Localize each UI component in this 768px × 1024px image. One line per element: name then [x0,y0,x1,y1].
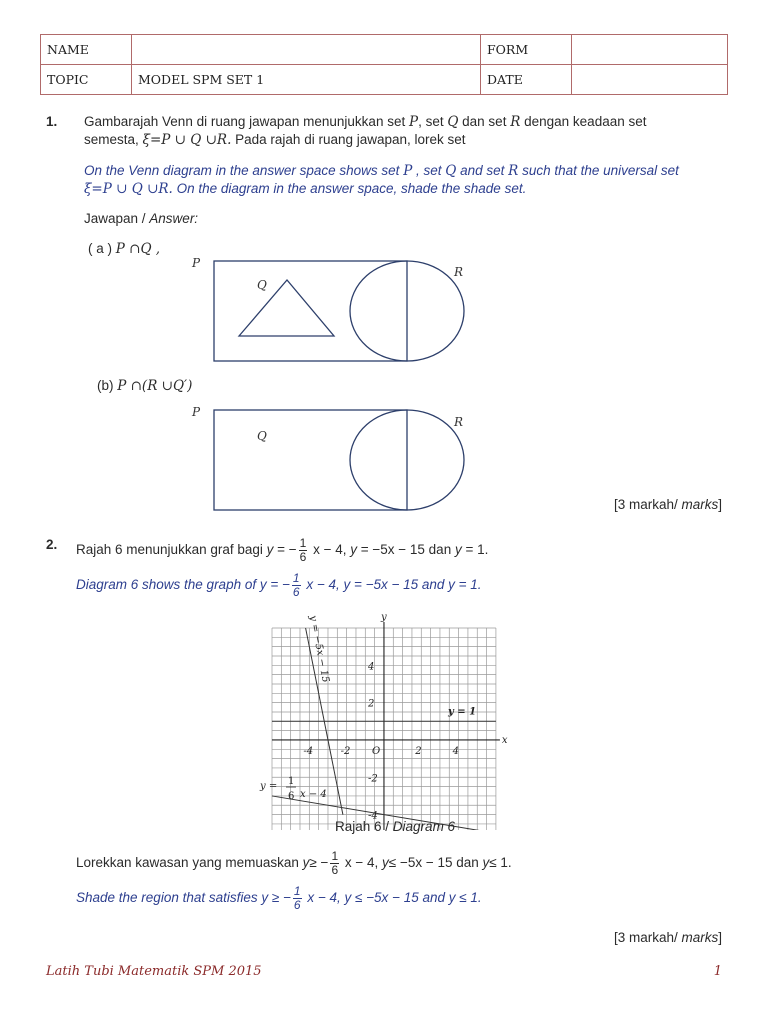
var-y: y [266,542,274,558]
var-y: y [382,855,389,871]
set-q-label: Q [257,278,267,292]
text: ≤ −5x − 15 dan [388,855,483,871]
text: On the diagram in the answer space, shade the shade set. [172,181,527,196]
numerator: 1 [299,536,307,550]
question-2-marks [614,930,722,945]
question-1-number: 1. [46,114,58,129]
y-tick-label: 4 [367,661,375,673]
origin-label: O [371,745,381,757]
x-tick-label: -2 [340,745,351,757]
label-shallow-line-rhs: x − 4 [300,789,327,800]
text: On the Venn diagram in the answer space shows set [84,163,404,178]
y-axis-label: y [380,612,387,623]
question-2-malay [76,537,488,564]
var-y: y [482,855,490,871]
text: ] [718,497,722,512]
var-y: y [454,542,462,558]
x-tick-label: 4 [452,745,459,757]
label-y-equals-1: y = 1 [448,706,477,718]
date-field[interactable] [572,65,728,95]
text: dengan keadaan set [520,114,647,129]
text: ( a ) [88,241,116,256]
text: [3 markah/ [613,930,682,945]
text: = −5x − 15 dan [357,542,455,558]
var-y: y [350,542,357,558]
text: [3 markah/ [613,497,682,512]
set-q-triangle [239,280,334,336]
var-p: P [403,163,413,179]
text: ≤ 1. [489,855,512,871]
x-axis-label: x [501,734,508,746]
text: , set [418,114,448,129]
label-steep-line: y = −5x − 15 [307,614,331,684]
universal-set: ξ=P ∪ Q ∪R. [142,132,232,148]
question-2-number: 2. [46,537,58,552]
venn-diagram-b[interactable] [180,401,480,517]
text: Gambarajah Venn di ruang jawapan menunjukkan set [84,114,409,129]
set-r-label: R [454,415,464,429]
denominator: 6 [331,863,339,877]
text: x − 4, [341,855,383,871]
var-p: P [408,114,419,130]
var-q: Q [447,114,459,130]
graph-caption [335,819,455,834]
var-r: R [510,114,521,130]
caption-malay: Rajah 6 / [335,819,393,834]
topic-value: MODEL SPM SET 1 [132,65,481,95]
topic-label: TOPIC [41,65,132,95]
universal-rectangle [214,410,407,510]
fraction [330,850,339,877]
text: Diagram 6 shows the graph of y = − [76,577,290,593]
set-p-label: P [192,256,201,270]
venn-diagram-a[interactable] [180,252,480,368]
part-b-expression: P ∩(R ∪Q′) [117,378,193,394]
caption-english: Diagram 6 [392,819,456,834]
text: semesta, [84,132,143,147]
y-tick-label: -4 [367,810,378,822]
text: Pada rajah di ruang jawapan, lorek set [231,132,466,147]
question-2-english [76,572,482,599]
text: (b) [97,378,118,393]
text: , set [412,163,446,178]
denominator: 6 [299,550,307,564]
fraction [299,537,308,564]
name-label: NAME [41,35,132,65]
date-label: DATE [481,65,572,95]
text: and set [456,163,509,178]
text: Rajah 6 menunjukkan graf bagi [76,542,267,558]
label-shallow-denominator: 6 [288,791,295,802]
x-tick-label: -4 [303,745,314,757]
var-r: R [508,163,519,179]
answer-malay: Jawapan / [84,211,150,226]
part-a-label [88,241,160,257]
text: ≥ − [309,855,329,871]
answer-english: Answer: [149,211,199,226]
set-p-label: P [192,405,201,419]
question-1-malay-line2 [84,132,466,148]
text: ] [718,930,722,945]
text: Shade the region that satisfies y ≥ − [76,890,291,906]
label-shallow-line-lhs: y = [260,781,278,792]
part-b-label [97,378,192,394]
y-tick-label: 2 [367,698,375,710]
universal-rectangle [214,261,407,361]
label-shallow-numerator: 1 [288,776,295,787]
name-field[interactable] [132,35,481,65]
set-q-label: Q [257,429,267,443]
text: marks [681,497,719,512]
y-tick-label: -2 [367,773,378,785]
denominator: 6 [293,898,301,912]
question-1-english-line1 [84,163,679,179]
form-label: FORM [481,35,572,65]
text: marks [681,930,719,945]
numerator: 1 [331,849,339,863]
universal-set: ξ=P ∪ Q ∪R. [84,181,173,197]
x-tick-label: 2 [415,745,422,757]
question-1-malay-line1 [84,114,724,130]
question-1-english-line2 [84,181,526,197]
graph-diagram-6 [250,608,520,830]
question-1-marks [614,497,722,512]
denominator: 6 [292,585,300,599]
part-a-expression: P ∩Q , [115,241,161,257]
text: x − 4, y ≤ −5x − 15 and y ≤ 1. [303,890,482,906]
text: x − 4, y = −5x − 15 and y = 1. [302,577,482,593]
question-2-shade-english [76,885,482,912]
question-2-shade-malay [76,850,512,877]
var-y: y [302,855,310,871]
answer-label [84,211,198,226]
fraction [293,885,302,912]
page-number: 1 [713,964,722,979]
text: dan set [458,114,511,129]
numerator: 1 [292,571,300,585]
header-table [40,34,728,95]
text: x − 4, [309,542,351,558]
form-field[interactable] [572,35,728,65]
text: = 1. [461,542,489,558]
footer-title: Latih Tubi Matematik SPM 2015 [46,964,262,979]
fraction [292,572,301,599]
text: Lorekkan kawasan yang memuaskan [76,855,303,871]
numerator: 1 [293,884,301,898]
text: = − [273,542,297,558]
set-r-label: R [454,265,464,279]
var-q: Q [445,163,457,179]
text: such that the universal set [518,163,679,178]
